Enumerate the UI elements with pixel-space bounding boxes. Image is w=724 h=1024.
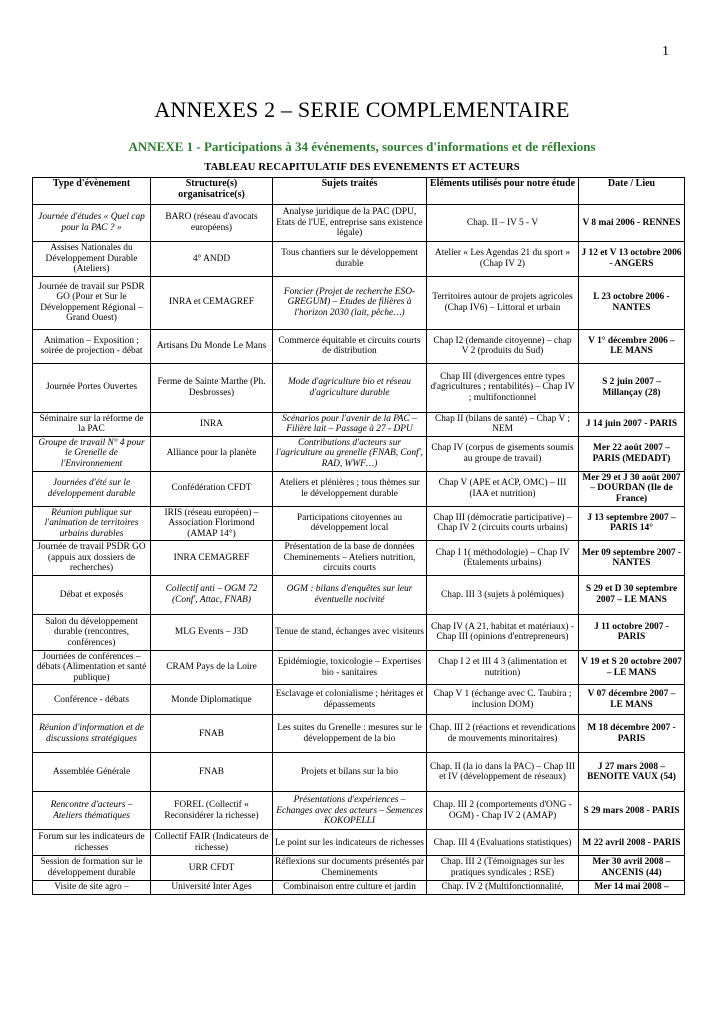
cell-structure: FNAB: [151, 753, 273, 792]
cell-subjects: Présentations d'expériences – Echanges avec des acteurs – Semences KOKOPELLI: [273, 792, 427, 830]
cell-type: Séminaire sur la réforme de la PAC: [33, 412, 151, 436]
cell-subjects: Analyse juridique de la PAC (DPU, Etats de l'UE, entreprise sans existence légale): [273, 205, 427, 242]
cell-type: Assemblée Générale: [33, 753, 151, 792]
cell-structure: Confédération CFDT: [151, 471, 273, 506]
cell-date-place: Mer 14 mai 2008 –: [579, 880, 685, 894]
cell-subjects: Epidémiogie, toxicologie – Expertises bio - sanitaires: [273, 650, 427, 685]
header-date-place: Date / Lieu: [579, 178, 685, 205]
cell-subjects: Le point sur les indicateurs de richesses: [273, 830, 427, 856]
cell-elements: Chap. III 2 (réactions et revendications de mouvements minoritaires): [427, 715, 579, 753]
cell-type: Animation – Exposition ; soirée de projection - débat: [33, 329, 151, 363]
table-row: [33, 685, 685, 715]
cell-date-place: V 8 mai 2006 - RENNES: [579, 205, 685, 242]
cell-structure: Artisans Du Monde Le Mans: [151, 329, 273, 363]
page-title: ANNEXES 2 – SERIE COMPLEMENTAIRE: [154, 97, 570, 122]
cell-structure: Monde Diplomatique: [151, 685, 273, 715]
cell-type: Réunion publique sur l'animation de territoires urbains durables: [33, 506, 151, 541]
cell-subjects: OGM : bilans d'enquêtes sur leur éventuelle nocivité: [273, 575, 427, 614]
cell-date-place: J 11 octobre 2007 - PARIS: [579, 614, 685, 650]
cell-type: Débat et exposés: [33, 575, 151, 614]
cell-structure: Ferme de Sainte Marthe (Ph. Desbrosses): [151, 363, 273, 412]
cell-subjects: Scénarios pour l'avenir de la PAC – Filière lait – Passage à 27 - DPU: [273, 412, 427, 436]
cell-type: Salon du développement durable (rencontres, conférences): [33, 614, 151, 650]
cell-elements: Chap. III 2 (Témoignages sur les pratiques syndicales ; RSE): [427, 856, 579, 880]
cell-subjects: Tous chantiers sur le développement durable: [273, 242, 427, 277]
cell-elements: Chap. II – IV 5 - V: [427, 205, 579, 242]
cell-subjects: Mode d'agriculture bio et réseau d'agriculture durable: [273, 363, 427, 412]
cell-elements: Chap. II (la io dans la PAC) – Chap III et IV (développement de réseaux): [427, 753, 579, 792]
events-table: [32, 177, 685, 895]
table-row: [33, 715, 685, 753]
cell-type: Conférence - débats: [33, 685, 151, 715]
cell-type: Visite de site agro –: [33, 880, 151, 894]
cell-structure: 4° ANDD: [151, 242, 273, 277]
cell-subjects: Ateliers et plénières ; tous thèmes sur le développement durable: [273, 471, 427, 506]
table-row: [33, 856, 685, 880]
cell-elements: Chap III (démocratie participative) – Chap IV 2 (circuits courts urbains): [427, 506, 579, 541]
cell-structure: IRIS (réseau européen) – Association Florimond (AMAP 14°): [151, 506, 273, 541]
cell-date-place: Mer 22 août 2007 – PARIS (MEDADT): [579, 436, 685, 471]
cell-type: Groupe de travail N° 4 pour le Grenelle de l'Environnement: [33, 436, 151, 471]
cell-elements: Chap I 2 et III 4 3 (alimentation et nutrition): [427, 650, 579, 685]
cell-date-place: Mer 09 septembre 2007 - NANTES: [579, 541, 685, 576]
cell-type: Forum sur les indicateurs de richesses: [33, 830, 151, 856]
cell-type: Journées d'été sur le développement durable: [33, 471, 151, 506]
header-subjects: Sujets traités: [273, 178, 427, 205]
table-row: [33, 650, 685, 685]
cell-subjects: Réflexions sur documents présentés par Cheminements: [273, 856, 427, 880]
cell-date-place: M 18 décembre 2007 - PARIS: [579, 715, 685, 753]
cell-date-place: J 27 mars 2008 – BENOITE VAUX (54): [579, 753, 685, 792]
table-row: [33, 363, 685, 412]
cell-elements: Chap. III 3 (sujets à polémiques): [427, 575, 579, 614]
cell-subjects: Foncier (Projet de recherche ESO-GREGUM) – Etudes de filières à l'horizon 2030 (lait, pêche…): [273, 276, 427, 329]
cell-date-place: Mer 30 avril 2008 – ANCENIS (44): [579, 856, 685, 880]
table-title: TABLEAU RECAPITULATIF DES EVENEMENTS ET ACTEURS: [204, 162, 520, 173]
cell-date-place: M 22 avril 2008 - PARIS: [579, 830, 685, 856]
cell-date-place: Mer 29 et J 30 août 2007 – DOURDAN (Ile de France): [579, 471, 685, 506]
table-header-row: [33, 178, 685, 205]
header-structure: Structure(s) organisatrice(s): [151, 178, 273, 205]
cell-elements: Chap I 1( méthodologie) – Chap IV (Etalements urbains): [427, 541, 579, 576]
cell-structure: FNAB: [151, 715, 273, 753]
cell-subjects: Esclavage et colonialisme ; héritages et dépassements: [273, 685, 427, 715]
header-elements: Eléments utilisés pour notre étude: [427, 178, 579, 205]
page-number: 1: [662, 44, 669, 59]
table-row: [33, 614, 685, 650]
table-row: [33, 471, 685, 506]
cell-date-place: J 13 septembre 2007 – PARIS 14°: [579, 506, 685, 541]
cell-elements: Chap V (APE et ACP, OMC) – III (IAA et nutrition): [427, 471, 579, 506]
table-row: [33, 753, 685, 792]
cell-type: Session de formation sur le développement durable: [33, 856, 151, 880]
table-row: [33, 830, 685, 856]
cell-structure: INRA: [151, 412, 273, 436]
cell-type: Journée de travail sur PSDR GO (Pour et Sur le Développement Régional – Grand Ouest): [33, 276, 151, 329]
table-row: [33, 329, 685, 363]
cell-structure: URR CFDT: [151, 856, 273, 880]
cell-elements: Atelier « Les Agendas 21 du sport » (Chap IV 2): [427, 242, 579, 277]
cell-subjects: Projets et bilans sur la bio: [273, 753, 427, 792]
cell-elements: Chap. IV 2 (Multifonctionnalité,: [427, 880, 579, 894]
cell-elements: Chap III (divergences entre types d'agricultures ; rentabilités) – Chap IV ; multifonctionnel: [427, 363, 579, 412]
table-row: [33, 506, 685, 541]
cell-structure: CRAM Pays de la Loire: [151, 650, 273, 685]
table-row: [33, 575, 685, 614]
cell-elements: Chap V 1 (échange avec C. Taubira ; inclusion DOM): [427, 685, 579, 715]
annex-subtitle: ANNEXE 1 - Participations à 34 événements, sources d'informations et de réflexions: [128, 139, 596, 154]
table-row: [33, 205, 685, 242]
cell-date-place: J 14 juin 2007 - PARIS: [579, 412, 685, 436]
cell-structure: INRA CEMAGREF: [151, 541, 273, 576]
cell-structure: Collectif FAIR (Indicateurs de richesse): [151, 830, 273, 856]
table-row: [33, 792, 685, 830]
cell-elements: Territoires autour de projets agricoles (Chap IV6) – Littoral et urbain: [427, 276, 579, 329]
cell-elements: Chap I2 (demande citoyenne) – chap V 2 (produits du Sud): [427, 329, 579, 363]
cell-type: Journée de travail PSDR GO (appuis aux dossiers de recherches): [33, 541, 151, 576]
cell-date-place: J 12 et V 13 octobre 2006 - ANGERS: [579, 242, 685, 277]
table-row: [33, 436, 685, 471]
cell-date-place: L 23 octobre 2006 - NANTES: [579, 276, 685, 329]
cell-date-place: V 07 décembre 2007 – LE MANS: [579, 685, 685, 715]
cell-subjects: Commerce équitable et circuits courts de distribution: [273, 329, 427, 363]
table-row: [33, 880, 685, 894]
cell-structure: MLG Events – J3D: [151, 614, 273, 650]
cell-date-place: S 2 juin 2007 – Millançay (28): [579, 363, 685, 412]
cell-subjects: Tenue de stand, échanges avec visiteurs: [273, 614, 427, 650]
header-type: Type d'évènement: [33, 178, 151, 205]
cell-subjects: Combinaison entre culture et jardin: [273, 880, 427, 894]
cell-elements: Chap IV (A 21, habitat et matériaux) - Chap III (opinions d'entrepreneurs): [427, 614, 579, 650]
table-row: [33, 242, 685, 277]
cell-type: Assises Nationales du Développement Durable (Ateliers): [33, 242, 151, 277]
cell-elements: Chap IV (corpus de gisements soumis au groupe de travail): [427, 436, 579, 471]
cell-structure: Université Inter Ages: [151, 880, 273, 894]
cell-elements: Chap. III 4 (Evaluations statistiques): [427, 830, 579, 856]
cell-date-place: V 1° décembre 2006 – LE MANS: [579, 329, 685, 363]
cell-structure: Alliance pour la planète: [151, 436, 273, 471]
cell-subjects: Participations citoyennes au développement local: [273, 506, 427, 541]
cell-subjects: Contributions d'acteurs sur l'agriculture au grenelle (FNAB, Conf', RAD, WWF…): [273, 436, 427, 471]
table-row: [33, 412, 685, 436]
cell-type: Journée d'études « Quel cap pour la PAC ? »: [33, 205, 151, 242]
cell-date-place: S 29 mars 2008 - PARIS: [579, 792, 685, 830]
cell-structure: Collectif anti – OGM 72 (Conf', Attac, FNAB): [151, 575, 273, 614]
cell-subjects: Présentation de la base de données Cheminements – Ateliers nutrition, circuits courts: [273, 541, 427, 576]
table-row: [33, 541, 685, 576]
cell-date-place: V 19 et S 20 octobre 2007 – LE MANS: [579, 650, 685, 685]
cell-structure: FOREL (Collectif « Reconsidérer la richesse): [151, 792, 273, 830]
cell-type: Journées de conférences – débats (Alimentation et santé publique): [33, 650, 151, 685]
cell-type: Rencontre d'acteurs – Ateliers thématiques: [33, 792, 151, 830]
table-row: [33, 276, 685, 329]
cell-subjects: Les suites du Grenelle : mesures sur le développement de la bio: [273, 715, 427, 753]
cell-elements: Chap II (bilans de santé) – Chap V ; NEM: [427, 412, 579, 436]
cell-elements: Chap. III 2 (comportements d'ONG - OGM) - Chap IV 2 (AMAP): [427, 792, 579, 830]
cell-type: Journée Portes Ouvertes: [33, 363, 151, 412]
cell-type: Réunion d'information et de discussions stratégiques: [33, 715, 151, 753]
cell-date-place: S 29 et D 30 septembre 2007 – LE MANS: [579, 575, 685, 614]
cell-structure: BARO (réseau d'avocats européens): [151, 205, 273, 242]
cell-structure: INRA et CEMAGREF: [151, 276, 273, 329]
